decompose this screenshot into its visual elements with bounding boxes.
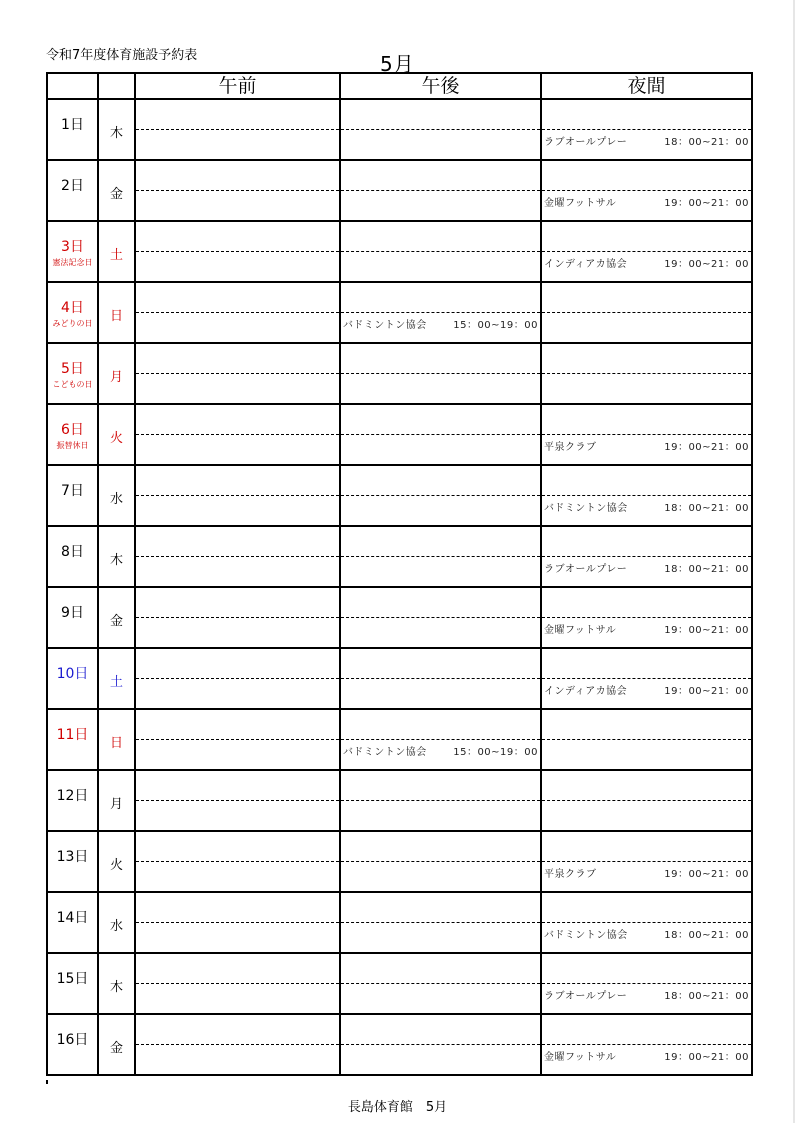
morning-slot[interactable] [135, 648, 340, 709]
morning-slot[interactable] [135, 99, 340, 160]
reservation-time: 18：00~21：00 [664, 503, 749, 514]
dashed-divider [341, 190, 540, 191]
reservation-time: 19：00~21：00 [664, 625, 749, 636]
night-slot[interactable] [541, 1014, 752, 1075]
afternoon-slot[interactable] [340, 99, 541, 160]
day-row [47, 343, 752, 404]
weekday-cell [98, 953, 135, 1014]
reservation-entry [544, 926, 749, 941]
morning-slot[interactable] [135, 587, 340, 648]
dashed-divider [136, 922, 339, 923]
dashed-divider [341, 495, 540, 496]
dashed-divider [136, 983, 339, 984]
date-cell [47, 709, 98, 770]
dashed-divider [136, 251, 339, 252]
afternoon-slot[interactable] [340, 221, 541, 282]
day-row [47, 404, 752, 465]
day-row [47, 709, 752, 770]
reservation-name: 金曜フットサル [544, 1052, 617, 1063]
date-cell [47, 160, 98, 221]
day-row [47, 282, 752, 343]
reservation-name: インディアカ協会 [544, 259, 628, 270]
dashed-divider [341, 617, 540, 618]
weekday-label: 火 [109, 431, 123, 446]
dashed-divider [341, 373, 540, 374]
dashed-divider [341, 800, 540, 801]
morning-slot[interactable] [135, 953, 340, 1014]
weekday-label: 木 [109, 553, 123, 568]
dashed-divider [542, 373, 751, 374]
night-slot[interactable] [541, 160, 752, 221]
reservation-name: バドミントン協会 [544, 503, 628, 514]
reservation-entry [343, 743, 538, 758]
morning-slot[interactable] [135, 404, 340, 465]
dashed-divider [136, 678, 339, 679]
reservation-time: 19：00~21：00 [664, 442, 749, 453]
reservation-name: バドミントン協会 [343, 320, 427, 331]
day-row [47, 831, 752, 892]
weekday-label: 月 [109, 370, 123, 385]
date-cell [47, 892, 98, 953]
night-slot[interactable] [541, 465, 752, 526]
night-slot[interactable] [541, 587, 752, 648]
reservation-name: ラブオールプレー [544, 564, 628, 575]
reservation-entry [544, 438, 749, 453]
reservation-name: 金曜フットサル [544, 625, 617, 636]
holiday-label: 振替休日 [56, 441, 89, 450]
afternoon-slot[interactable] [340, 404, 541, 465]
dashed-divider [542, 983, 751, 984]
day-row [47, 892, 752, 953]
dashed-divider [136, 739, 339, 740]
afternoon-slot[interactable] [340, 465, 541, 526]
date-label: 10日 [56, 666, 89, 682]
date-label: 7日 [61, 483, 84, 499]
afternoon-slot[interactable] [340, 709, 541, 770]
day-row [47, 770, 752, 831]
weekday-cell [98, 160, 135, 221]
night-slot[interactable] [541, 648, 752, 709]
afternoon-slot[interactable] [340, 770, 541, 831]
morning-slot[interactable] [135, 709, 340, 770]
afternoon-slot[interactable] [340, 343, 541, 404]
reservation-name: 平泉クラブ [544, 442, 597, 453]
dashed-divider [341, 434, 540, 435]
dashed-divider [542, 861, 751, 862]
morning-slot[interactable] [135, 160, 340, 221]
header-morning: 午前 [135, 73, 340, 99]
dashed-divider [341, 678, 540, 679]
reservation-name: ラブオールプレー [544, 991, 628, 1002]
date-cell [47, 831, 98, 892]
weekday-label: 金 [109, 614, 123, 629]
weekday-label: 日 [109, 309, 123, 324]
afternoon-slot[interactable] [340, 953, 541, 1014]
document-title: 令和7年度体育施設予約表 [46, 48, 198, 63]
reservation-entry [544, 682, 749, 697]
reservation-time: 15：00~19：00 [453, 320, 538, 331]
date-label: 15日 [56, 971, 89, 987]
dashed-divider [136, 617, 339, 618]
date-label: 13日 [56, 849, 89, 865]
night-slot[interactable] [541, 404, 752, 465]
date-cell [47, 343, 98, 404]
weekday-cell [98, 709, 135, 770]
night-slot[interactable] [541, 831, 752, 892]
date-cell [47, 587, 98, 648]
weekday-cell [98, 343, 135, 404]
day-row [47, 587, 752, 648]
dashed-divider [136, 312, 339, 313]
dashed-divider [341, 739, 540, 740]
reservation-entry [544, 255, 749, 270]
reservation-entry [544, 987, 749, 1002]
afternoon-slot[interactable] [340, 648, 541, 709]
dashed-divider [136, 1044, 339, 1045]
dashed-divider [341, 983, 540, 984]
header-weekday-cell [98, 73, 135, 99]
weekday-label: 木 [109, 980, 123, 995]
reservation-time: 18：00~21：00 [664, 930, 749, 941]
holiday-label: こどもの日 [52, 380, 93, 389]
weekday-cell [98, 465, 135, 526]
dashed-divider [341, 556, 540, 557]
day-row [47, 465, 752, 526]
dashed-divider [136, 190, 339, 191]
date-label: 3日 [61, 239, 84, 255]
reservation-entry [343, 316, 538, 331]
date-label: 8日 [61, 544, 84, 560]
night-slot[interactable] [541, 526, 752, 587]
night-slot[interactable] [541, 343, 752, 404]
reservation-entry [544, 621, 749, 636]
weekday-cell [98, 1014, 135, 1075]
dashed-divider [341, 1044, 540, 1045]
dashed-divider [542, 739, 751, 740]
date-label: 11日 [56, 727, 89, 743]
date-label: 14日 [56, 910, 89, 926]
column-header-row [47, 73, 752, 99]
reservation-name: バドミントン協会 [343, 747, 427, 758]
day-row [47, 648, 752, 709]
dashed-divider [542, 556, 751, 557]
reservation-entry [544, 133, 749, 148]
reservation-name: ラブオールプレー [544, 137, 628, 148]
night-slot[interactable] [541, 709, 752, 770]
date-label: 5日 [61, 361, 84, 377]
morning-slot[interactable] [135, 770, 340, 831]
weekday-cell [98, 99, 135, 160]
header-afternoon: 午後 [340, 73, 541, 99]
date-cell [47, 526, 98, 587]
morning-slot[interactable] [135, 1014, 340, 1075]
date-cell [47, 99, 98, 160]
afternoon-slot[interactable] [340, 587, 541, 648]
reservation-name: 金曜フットサル [544, 198, 617, 209]
dashed-divider [136, 129, 339, 130]
reservation-entry [544, 499, 749, 514]
date-cell [47, 648, 98, 709]
night-slot[interactable] [541, 953, 752, 1014]
dashed-divider [542, 1044, 751, 1045]
morning-slot[interactable] [135, 221, 340, 282]
date-label: 12日 [56, 788, 89, 804]
dashed-divider [542, 190, 751, 191]
weekday-cell [98, 404, 135, 465]
date-label: 2日 [61, 178, 84, 194]
reservation-name: バドミントン協会 [544, 930, 628, 941]
reservation-time: 19：00~21：00 [664, 198, 749, 209]
weekday-cell [98, 831, 135, 892]
dashed-divider [542, 495, 751, 496]
weekday-label: 水 [109, 492, 123, 507]
date-label: 6日 [61, 422, 84, 438]
weekday-cell [98, 282, 135, 343]
morning-slot[interactable] [135, 892, 340, 953]
date-label: 1日 [61, 117, 84, 133]
weekday-cell [98, 587, 135, 648]
morning-slot[interactable] [135, 831, 340, 892]
day-row [47, 526, 752, 587]
date-cell [47, 953, 98, 1014]
reservation-time: 18：00~21：00 [664, 137, 749, 148]
reservation-entry [544, 1048, 749, 1063]
weekday-label: 土 [109, 248, 123, 263]
weekday-cell [98, 526, 135, 587]
date-cell [47, 221, 98, 282]
day-row [47, 221, 752, 282]
morning-slot[interactable] [135, 343, 340, 404]
dashed-divider [136, 434, 339, 435]
afternoon-slot[interactable] [340, 892, 541, 953]
date-cell [47, 282, 98, 343]
dashed-divider [136, 556, 339, 557]
reservation-name: インディアカ協会 [544, 686, 628, 697]
weekday-label: 土 [109, 675, 123, 690]
holiday-label: みどりの日 [52, 319, 93, 328]
reservation-table [46, 72, 753, 1076]
reservation-name: 平泉クラブ [544, 869, 597, 880]
morning-slot[interactable] [135, 526, 340, 587]
morning-slot[interactable] [135, 282, 340, 343]
date-label: 4日 [61, 300, 84, 316]
dashed-divider [542, 434, 751, 435]
date-cell [47, 770, 98, 831]
reservation-time: 18：00~21：00 [664, 564, 749, 575]
dashed-divider [542, 617, 751, 618]
weekday-label: 金 [109, 1041, 123, 1056]
weekday-label: 木 [109, 126, 123, 141]
reservation-time: 18：00~21：00 [664, 991, 749, 1002]
dashed-divider [542, 678, 751, 679]
dashed-divider [136, 800, 339, 801]
dashed-divider [341, 312, 540, 313]
day-row [47, 160, 752, 221]
dashed-divider [542, 251, 751, 252]
night-slot[interactable] [541, 282, 752, 343]
afternoon-slot[interactable] [340, 831, 541, 892]
dashed-divider [136, 495, 339, 496]
weekday-cell [98, 648, 135, 709]
holiday-label: 憲法記念日 [52, 258, 93, 267]
dashed-divider [136, 373, 339, 374]
afternoon-slot[interactable] [340, 526, 541, 587]
reservation-time: 19：00~21：00 [664, 1052, 749, 1063]
afternoon-slot[interactable] [340, 160, 541, 221]
reservation-entry [544, 194, 749, 209]
reservation-entry [544, 560, 749, 575]
dashed-divider [341, 251, 540, 252]
weekday-cell [98, 770, 135, 831]
table-bottom-extension-left [46, 1080, 48, 1084]
dashed-divider [542, 312, 751, 313]
date-cell [47, 404, 98, 465]
weekday-label: 水 [109, 919, 123, 934]
afternoon-slot[interactable] [340, 282, 541, 343]
dashed-divider [341, 129, 540, 130]
day-row [47, 99, 752, 160]
weekday-label: 日 [109, 736, 123, 751]
dashed-divider [136, 861, 339, 862]
dashed-divider [542, 800, 751, 801]
reservation-time: 15：00~19：00 [453, 747, 538, 758]
day-row [47, 953, 752, 1014]
reservation-entry [544, 865, 749, 880]
date-label: 16日 [56, 1032, 89, 1048]
date-cell [47, 465, 98, 526]
night-slot[interactable] [541, 221, 752, 282]
night-slot[interactable] [541, 892, 752, 953]
header-night: 夜間 [541, 73, 752, 99]
dashed-divider [542, 129, 751, 130]
day-row [47, 1014, 752, 1075]
morning-slot[interactable] [135, 465, 340, 526]
date-cell [47, 1014, 98, 1075]
month-title: 5月 [380, 52, 415, 76]
footer-label: 長島体育館 5月 [347, 1100, 448, 1115]
reservation-time: 19：00~21：00 [664, 686, 749, 697]
weekday-cell [98, 221, 135, 282]
header-date-cell [47, 73, 98, 99]
night-slot[interactable] [541, 770, 752, 831]
weekday-label: 火 [109, 858, 123, 873]
night-slot[interactable] [541, 99, 752, 160]
weekday-cell [98, 892, 135, 953]
dashed-divider [341, 861, 540, 862]
reservation-time: 19：00~21：00 [664, 869, 749, 880]
afternoon-slot[interactable] [340, 1014, 541, 1075]
date-label: 9日 [61, 605, 84, 621]
reservation-time: 19：00~21：00 [664, 259, 749, 270]
dashed-divider [341, 922, 540, 923]
weekday-label: 月 [109, 797, 123, 812]
dashed-divider [542, 922, 751, 923]
weekday-label: 金 [109, 187, 123, 202]
